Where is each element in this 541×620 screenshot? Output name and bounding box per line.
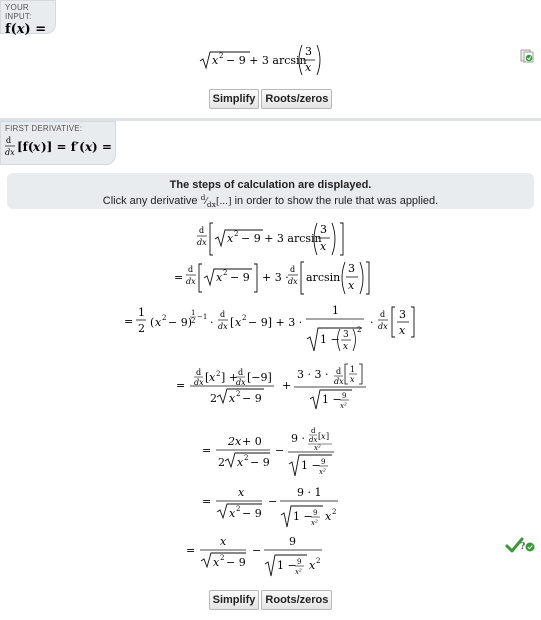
svg-text:+ 0: + 0 — [242, 435, 262, 448]
svg-text:1 −: 1 − — [320, 333, 340, 346]
derivative-notation — [5, 133, 113, 159]
svg-text:2: 2 — [316, 557, 321, 565]
notice-body-after: in order to show the rule that was applied. — [234, 195, 439, 207]
svg-text:3: 3 — [320, 223, 327, 236]
svg-text:[f(: [f( — [17, 140, 34, 154]
svg-text:−: − — [275, 444, 285, 457]
svg-text:x: x — [309, 559, 316, 572]
derivative-tag — [0, 121, 116, 165]
svg-text:2: 2 — [138, 322, 145, 335]
svg-text:3: 3 — [348, 262, 355, 275]
svg-text:− 9: − 9 — [250, 456, 270, 469]
step-1[interactable] — [197, 219, 349, 259]
svg-text:=: = — [176, 379, 186, 392]
svg-text:d: d — [188, 265, 194, 274]
svg-text:x: x — [235, 316, 242, 329]
svg-text:− 9: − 9 — [242, 392, 262, 405]
svg-text:1: 1 — [350, 365, 356, 374]
svg-text:?: ? — [520, 542, 526, 552]
svg-text:x²: x² — [295, 568, 302, 576]
svg-text:2: 2 — [218, 456, 225, 469]
simplify-button[interactable]: Simplify — [209, 89, 260, 109]
svg-text:3 · 3 ·: 3 · 3 · — [297, 368, 329, 381]
input-tag — [0, 0, 56, 37]
svg-text:9: 9 — [313, 509, 318, 517]
svg-text:1 −: 1 − — [277, 559, 297, 572]
svg-text:) =: ) = — [92, 140, 112, 154]
svg-text:9: 9 — [289, 535, 296, 548]
svg-text:x: x — [350, 375, 355, 384]
step-4[interactable] — [176, 361, 370, 413]
svg-text:dx: dx — [197, 238, 207, 247]
step-5[interactable] — [202, 424, 338, 480]
svg-text:dx: dx — [309, 436, 318, 444]
svg-text:2: 2 — [236, 390, 241, 398]
svg-text:dx: dx — [288, 277, 298, 286]
input-panel — [0, 0, 541, 120]
svg-text:·: · — [210, 316, 214, 329]
svg-text:1: 1 — [138, 306, 145, 319]
svg-text:1 −: 1 − — [293, 510, 313, 523]
svg-text:+: + — [282, 379, 292, 392]
svg-text:[: [ — [205, 371, 210, 384]
derivative-panel — [0, 121, 541, 620]
svg-text:x: x — [213, 556, 220, 569]
svg-text:=: = — [202, 444, 212, 457]
svg-text:2: 2 — [162, 314, 167, 322]
svg-text:− 9: − 9 — [226, 556, 246, 569]
svg-text:(: ( — [150, 316, 155, 329]
notice-body-before: Click any derivative — [102, 195, 198, 207]
svg-text:2: 2 — [244, 454, 249, 462]
svg-text:dx: dx — [236, 378, 246, 387]
roots-zeros-button-derivative[interactable]: Roots/zeros — [261, 590, 332, 610]
svg-text:·: · — [370, 316, 374, 329]
copy-icon[interactable] — [520, 48, 534, 62]
svg-text:x: x — [216, 271, 223, 284]
svg-text:x²: x² — [319, 468, 326, 476]
svg-text:− 9 + 3 arcsin: − 9 + 3 arcsin — [226, 54, 307, 67]
input-fx-label: f(x) = — [5, 22, 47, 37]
svg-text:− 9: − 9 — [242, 507, 262, 520]
svg-text:dx: dx — [334, 377, 344, 386]
svg-text:x: x — [220, 535, 227, 548]
svg-text:−1: −1 — [197, 313, 208, 321]
svg-text:x: x — [238, 486, 245, 499]
step-3[interactable] — [124, 299, 420, 355]
svg-text:d: d — [6, 136, 12, 145]
derivative-label: FIRST DERIVATIVE: — [5, 124, 83, 133]
svg-text:d: d — [238, 368, 244, 377]
svg-text:x: x — [343, 342, 349, 352]
svg-text:x: x — [227, 232, 234, 245]
svg-text:d: d — [220, 310, 226, 319]
svg-text:]: ] — [326, 432, 330, 441]
input-button-row — [0, 89, 541, 109]
svg-text:x: x — [155, 316, 162, 329]
input-expression — [198, 41, 328, 79]
svg-text:1: 1 — [191, 309, 196, 317]
step-2[interactable] — [174, 258, 372, 298]
svg-text:−: − — [268, 495, 278, 508]
svg-text:1 −: 1 − — [322, 393, 342, 406]
roots-zeros-button[interactable]: Roots/zeros — [261, 89, 332, 109]
svg-text:+ 3 ·: + 3 · — [262, 271, 289, 284]
svg-text:x²: x² — [314, 444, 321, 452]
svg-text:x: x — [237, 456, 244, 469]
svg-text:)] = f′(: )] = f′( — [41, 140, 85, 154]
svg-text:2: 2 — [357, 326, 362, 334]
svg-text:dx: dx — [378, 322, 388, 331]
svg-text:2: 2 — [332, 508, 337, 516]
svg-text:3: 3 — [305, 45, 312, 58]
svg-text:9 · 1: 9 · 1 — [297, 486, 322, 499]
svg-text:d: d — [290, 265, 296, 274]
svg-text:−: − — [252, 544, 262, 557]
svg-text:2: 2 — [219, 52, 224, 60]
svg-text:dx: dx — [218, 322, 228, 331]
svg-text:x: x — [212, 54, 219, 67]
svg-text:d: d — [199, 226, 205, 235]
step-7[interactable] — [186, 532, 326, 580]
svg-text:2: 2 — [223, 269, 228, 277]
svg-text:=: = — [124, 315, 134, 328]
svg-text:2: 2 — [220, 554, 225, 562]
svg-text:arcsin: arcsin — [306, 271, 341, 284]
svg-text:x: x — [321, 432, 326, 441]
svg-text:x: x — [348, 279, 355, 292]
svg-text:[−9]: [−9] — [247, 371, 272, 384]
svg-text:] +: ] + — [221, 371, 239, 384]
svg-text:1: 1 — [332, 304, 339, 317]
svg-text:d: d — [380, 310, 386, 319]
step-6[interactable] — [202, 483, 342, 531]
svg-text:x: x — [399, 324, 406, 337]
svg-text:d: d — [196, 368, 202, 377]
svg-text:2: 2 — [234, 230, 239, 238]
svg-text:− 9] + 3 ·: − 9] + 3 · — [248, 316, 303, 329]
svg-text:x: x — [33, 140, 41, 154]
svg-text:=: = — [186, 544, 196, 557]
svg-text:dx: dx — [186, 277, 196, 286]
svg-text:x: x — [325, 510, 332, 523]
svg-text:x²: x² — [340, 402, 347, 410]
svg-text:x: x — [229, 392, 236, 405]
svg-text:3: 3 — [399, 308, 406, 321]
steps-notice — [7, 173, 534, 209]
svg-text:− 9: − 9 — [230, 271, 250, 284]
svg-text:x²: x² — [311, 519, 318, 527]
input-label: YOUR INPUT: — [5, 3, 32, 21]
checkmark-icon[interactable] — [505, 537, 535, 555]
svg-text:2: 2 — [236, 505, 241, 513]
derivative-button-row — [0, 590, 541, 610]
svg-text:x: x — [320, 240, 327, 253]
svg-text:x: x — [305, 61, 312, 74]
notice-title: The steps of calculation are displayed. — [169, 179, 372, 191]
svg-text:− 9): − 9) — [168, 316, 193, 329]
simplify-button-derivative[interactable]: Simplify — [209, 590, 260, 610]
svg-text:d: d — [311, 427, 316, 435]
svg-text:d: d — [336, 367, 342, 376]
svg-text:=: = — [174, 271, 184, 284]
svg-text:9: 9 — [297, 558, 302, 566]
svg-text:2: 2 — [216, 370, 221, 378]
notice-derivative-symbol: $^d⁄_{dx}[...]$ — [200, 193, 232, 209]
svg-text:2x: 2x — [228, 435, 242, 448]
svg-text:9: 9 — [342, 392, 347, 400]
svg-text:=: = — [202, 495, 212, 508]
svg-text:9: 9 — [321, 458, 326, 466]
svg-text:[: [ — [230, 316, 235, 329]
svg-text:dx: dx — [5, 148, 15, 157]
svg-text:1 −: 1 − — [301, 459, 321, 472]
svg-text:dx: dx — [194, 378, 204, 387]
svg-text:x: x — [85, 140, 93, 154]
notice-body — [7, 193, 534, 209]
svg-text:− 9 + 3 arcsin: − 9 + 3 arcsin — [241, 232, 322, 245]
svg-text:2: 2 — [191, 317, 196, 325]
svg-text:x: x — [229, 507, 236, 520]
svg-text:2: 2 — [210, 392, 217, 405]
svg-text:x: x — [209, 371, 216, 384]
svg-text:3: 3 — [343, 330, 349, 340]
svg-text:9 ·: 9 · — [291, 432, 305, 445]
svg-text:[: [ — [318, 432, 322, 441]
svg-text:2: 2 — [242, 314, 247, 322]
